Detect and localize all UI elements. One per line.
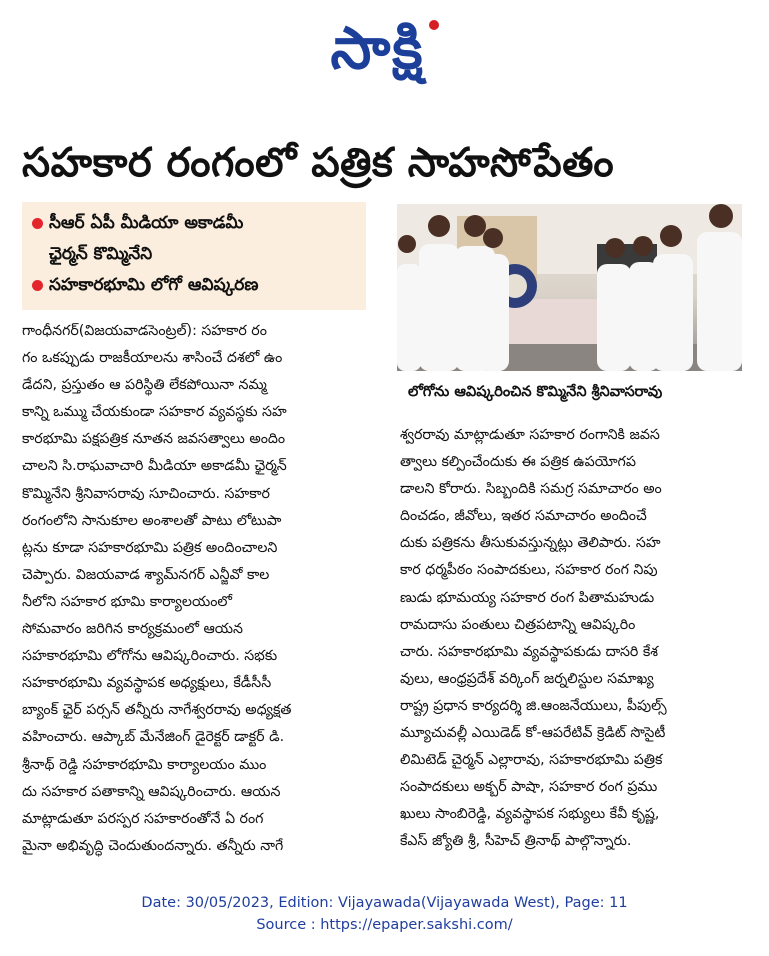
article-line: కారభూమి పక్షపత్రిక నూతన జవసత్వాలు అందిం (22, 431, 286, 448)
article-line: చారు. సహకారభూమి వ్యవస్థాపకుడు దాసరి కేశ (400, 643, 659, 660)
article-line: త్వాలు కల్పించేందుకు ఈ పత్రిక ఉపయోగప (400, 454, 636, 471)
highlight-item: సహకారభూమి లోగో ఆవిష్కరణ (32, 270, 356, 301)
article-line: బ్యాంక్ ఛైర్ పర్సన్ తన్నీరు నాగేశ్వరరావు అధ్యక్షత (22, 702, 292, 719)
article-line: రామదాసు పంతులు చిత్రపటాన్ని ఆవిష్కరిం (400, 616, 636, 633)
article-line: ఖులు సాంబిరెడ్డి, వ్యవస్థాపక సభ్యులు కేవీ కృష్ణ, (400, 806, 660, 823)
article-line: ట్లను కూడా సహకారభూమి పత్రిక అందించాలని (22, 539, 278, 556)
article-line: సోమవారం జరిగిన కార్యక్రమంలో ఆయన (22, 621, 243, 638)
photo-illustration (397, 204, 742, 371)
article-line: మాట్లాడుతూ పరస్పర సహకారంతోనే ఏ రంగ (22, 810, 264, 827)
article-line: శ్రీనాథ్ రెడ్డి సహకారభూమి కార్యాలయం ముం (22, 756, 267, 773)
article-line: డేదని, ప్రస్తుతం ఆ పరిస్థితి లేకపోయినా నమ్మ (22, 377, 267, 394)
headline: సహకార రంగంలో పత్రిక సాహసోపేతం (22, 140, 615, 186)
bullet-icon (32, 280, 43, 291)
article-line: రాష్ట్ర ప్రధాన కార్యదర్శి జి.ఆంజనేయులు, పీపుల్స్ (400, 697, 667, 714)
masthead-title: సాక్షి (330, 14, 425, 82)
sakshi-logo (0, 14, 769, 97)
article-line: దుకు పత్రికను తీసుకువస్తున్నట్లు తెలిపారు. సహ (400, 535, 661, 552)
article-line: లిమిటెడ్ చైర్మన్ ఎల్లారావు, సహకారభూమి పత్రిక (400, 752, 663, 769)
article-line: చెప్పారు. విజయవాడ శ్యామ్‌నగర్ ఎన్జీవో కాల (22, 566, 270, 583)
highlight-item: సీఆర్ ఏపీ మీడియా అకాడమీ (32, 208, 356, 239)
article-line: వహించారు. ఆప్కాబ్ మేనేజింగ్ డైరెక్టర్ డాక్టర్ డి. (22, 729, 285, 746)
article-line: సహకారభూమి వ్యవస్థాపక అధ్యక్షులు, కేడీసీసీ (22, 675, 272, 692)
article-line: గం ఒకప్పుడు రాజకీయాలను శాసించే దశలో ఉం (22, 350, 283, 367)
bullet-icon (32, 218, 43, 229)
article-column-left (22, 318, 366, 860)
article-line: డాలని కోరారు. సిబ్బందికి సమగ్ర సమాచారం అం (400, 481, 662, 498)
article-line: గాంధీనగర్(విజయవాడసెంట్రల్): సహకార రం (22, 323, 267, 339)
article-line: కొమ్మినేని శ్రీనివాసరావు సూచించారు. సహకార (22, 485, 270, 502)
highlights-box (22, 202, 366, 310)
news-photo (397, 204, 742, 371)
article-line: నీలోని సహకార భూమి కార్యాలయంలో (22, 593, 232, 610)
footer-meta: Date: 30/05/2023, Edition: Vijayawada(Vijayawada West), Page: 11 (141, 895, 628, 911)
highlight-item: ఛైర్మన్ కొమ్మినేని (49, 244, 153, 264)
article-line: రంగంలోని సానుకూల అంశాలతో పాటు లోటుపా (22, 512, 282, 529)
article-line: కేఎస్ జ్యోతి శ్రీ, సీహెచ్ త్రినాథ్ పాల్గొన్నారు. (400, 833, 632, 850)
logo-dot (429, 20, 439, 30)
article-line: వులు, ఆంధ్రప్రదేశ్ వర్కింగ్ జర్నలిస్టుల సమాఖ్య (400, 670, 654, 687)
article-line: కార ధర్మపీఠం సంపాదకులు, సహకార రంగ నిపు (400, 562, 658, 579)
footer-source: Source : https://epaper.sakshi.com/ (256, 917, 513, 933)
article-line: దించడం, జీవోలు, ఇతర సమాచారం అందించే (400, 508, 647, 525)
article-column-right (400, 422, 745, 856)
article-line: సహకారభూమి లోగోను ఆవిష్కరించారు. సభకు (22, 648, 278, 665)
article-line: ణుడు భూమయ్య సహకార రంగ పితామహుడు (400, 589, 655, 606)
article-line: చాలని సి.రాఘవాచారి మీడియా అకాడమీ ఛైర్మన్ (22, 458, 287, 475)
article-line: శ్వరరావు మాట్లాడుతూ సహకార రంగానికి జవస (400, 427, 660, 443)
article-line: మైనా అభివృద్ధి చెందుతుందన్నారు. తన్నీరు నాగే (22, 837, 284, 854)
article-line: మ్యూచువల్లీ ఎయిడెడ్ కో-ఆపరేటివ్ క్రెడిట్ సొసైటీ (400, 725, 666, 742)
article-line: దు సహకార పతాకాన్ని ఆవిష్కరించారు. ఆయన (22, 783, 281, 800)
photo-caption: లోగోను ఆవిష్కరించిన కొమ్మినేని శ్రీనివాసరావు (408, 384, 663, 400)
article-line: సంపాదకులు అక్బర్ పాషా, సహకార రంగ ప్రము (400, 779, 658, 796)
article-line: కాన్ని ఒమ్ము చేయకుండా సహకార వ్యవస్థకు సహ (22, 404, 287, 421)
